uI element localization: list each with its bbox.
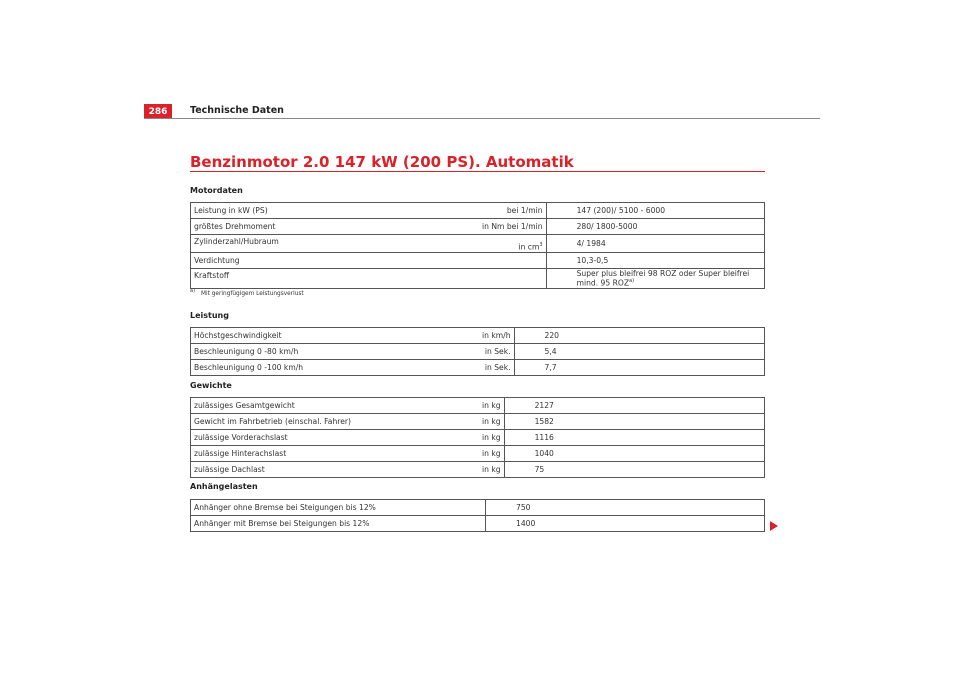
table-row bbox=[191, 414, 765, 430]
spec-name: Anhänger mit Bremse bei Steigungen bis 12% bbox=[191, 516, 480, 532]
spec-unit: bei 1/min bbox=[479, 203, 546, 219]
spec-value: 1040 bbox=[504, 446, 764, 462]
table-row bbox=[191, 500, 765, 516]
spec-unit: in Sek. bbox=[479, 344, 514, 360]
spec-unit: in kg bbox=[479, 414, 504, 430]
spec-name: Anhänger ohne Bremse bei Steigungen bis 12% bbox=[191, 500, 480, 516]
table-row bbox=[191, 203, 765, 219]
spec-unit-cell bbox=[479, 235, 546, 253]
spec-name: Beschleunigung 0 -100 km/h bbox=[191, 360, 480, 376]
spec-value: 5,4 bbox=[514, 344, 764, 360]
spec-name: Zylinderzahl/Hubraum bbox=[191, 235, 480, 253]
spec-name: Höchstgeschwindigkeit bbox=[191, 328, 480, 344]
spec-unit: in kg bbox=[479, 398, 504, 414]
spec-value: 280/ 1800-5000 bbox=[546, 219, 764, 235]
footnote-text: Mit geringfügigem Leistungsverlust bbox=[201, 290, 304, 297]
table-row bbox=[191, 360, 765, 376]
spec-unit: in kg bbox=[479, 430, 504, 446]
table-row bbox=[191, 446, 765, 462]
spec-value: 1400 bbox=[486, 516, 765, 532]
spec-unit: in Sek. bbox=[479, 360, 514, 376]
spec-value: 1116 bbox=[504, 430, 764, 446]
header-title: Technische Daten bbox=[190, 105, 284, 116]
spec-value: 147 (200)/ 5100 - 6000 bbox=[546, 203, 764, 219]
table-row bbox=[191, 219, 765, 235]
spec-name: größtes Drehmoment bbox=[191, 219, 480, 235]
table-row bbox=[191, 516, 765, 532]
spec-unit: in kg bbox=[479, 446, 504, 462]
spec-unit: in Nm bei 1/min bbox=[479, 219, 546, 235]
performance-table bbox=[190, 327, 765, 376]
spec-unit: in km/h bbox=[479, 328, 514, 344]
page-title: Benzinmotor 2.0 147 kW (200 PS). Automatik bbox=[190, 153, 574, 171]
spec-name: zulässige Dachlast bbox=[191, 462, 480, 478]
spec-value: 750 bbox=[486, 500, 765, 516]
unit-superscript: 3 bbox=[539, 242, 543, 249]
spec-value: 7,7 bbox=[514, 360, 764, 376]
table-row bbox=[191, 253, 765, 269]
spec-name: zulässige Vorderachslast bbox=[191, 430, 480, 446]
spec-name: Kraftstoff bbox=[191, 269, 480, 289]
motor-data-table bbox=[190, 202, 765, 289]
spec-unit: in kg bbox=[479, 462, 504, 478]
header-divider bbox=[144, 118, 820, 119]
spec-value-cell bbox=[546, 269, 764, 289]
table-row bbox=[191, 430, 765, 446]
page-number: 286 bbox=[144, 104, 172, 119]
table-row bbox=[191, 462, 765, 478]
section-label-leistung: Leistung bbox=[190, 311, 229, 320]
spec-value: 4/ 1984 bbox=[546, 235, 764, 253]
table-row bbox=[191, 344, 765, 360]
spec-value: 10,3-0,5 bbox=[546, 253, 764, 269]
table-row bbox=[191, 398, 765, 414]
spec-unit: in cm bbox=[518, 243, 540, 252]
spec-name: zulässige Hinterachslast bbox=[191, 446, 480, 462]
spec-name: Verdichtung bbox=[191, 253, 480, 269]
section-label-gewichte: Gewichte bbox=[190, 381, 232, 390]
spec-value: 220 bbox=[514, 328, 764, 344]
spec-name: zulässiges Gesamtgewicht bbox=[191, 398, 480, 414]
trailer-loads-table bbox=[190, 499, 765, 532]
spec-unit bbox=[479, 269, 546, 289]
table-row bbox=[191, 235, 765, 253]
footnote-marker: a) bbox=[629, 278, 635, 284]
table-row bbox=[191, 269, 765, 289]
spec-name: Beschleunigung 0 -80 km/h bbox=[191, 344, 480, 360]
spec-value: 75 bbox=[504, 462, 764, 478]
spec-name: Gewicht im Fahrbetrieb (einschal. Fahrer) bbox=[191, 414, 480, 430]
spec-value: 1582 bbox=[504, 414, 764, 430]
table-row bbox=[191, 328, 765, 344]
next-page-arrow-icon[interactable] bbox=[770, 521, 778, 531]
title-divider bbox=[190, 171, 765, 172]
footnote bbox=[190, 288, 304, 297]
spec-value: Super plus bleifrei 98 ROZ oder Super bleifrei mind. 95 ROZ bbox=[576, 269, 750, 288]
spec-name: Leistung in kW (PS) bbox=[191, 203, 480, 219]
section-label-motordaten: Motordaten bbox=[190, 186, 243, 195]
spec-value: 2127 bbox=[504, 398, 764, 414]
spec-unit bbox=[479, 253, 546, 269]
footnote-mark: a) bbox=[190, 288, 196, 294]
section-label-anhaengelasten: Anhängelasten bbox=[190, 482, 258, 491]
weights-table bbox=[190, 397, 765, 478]
